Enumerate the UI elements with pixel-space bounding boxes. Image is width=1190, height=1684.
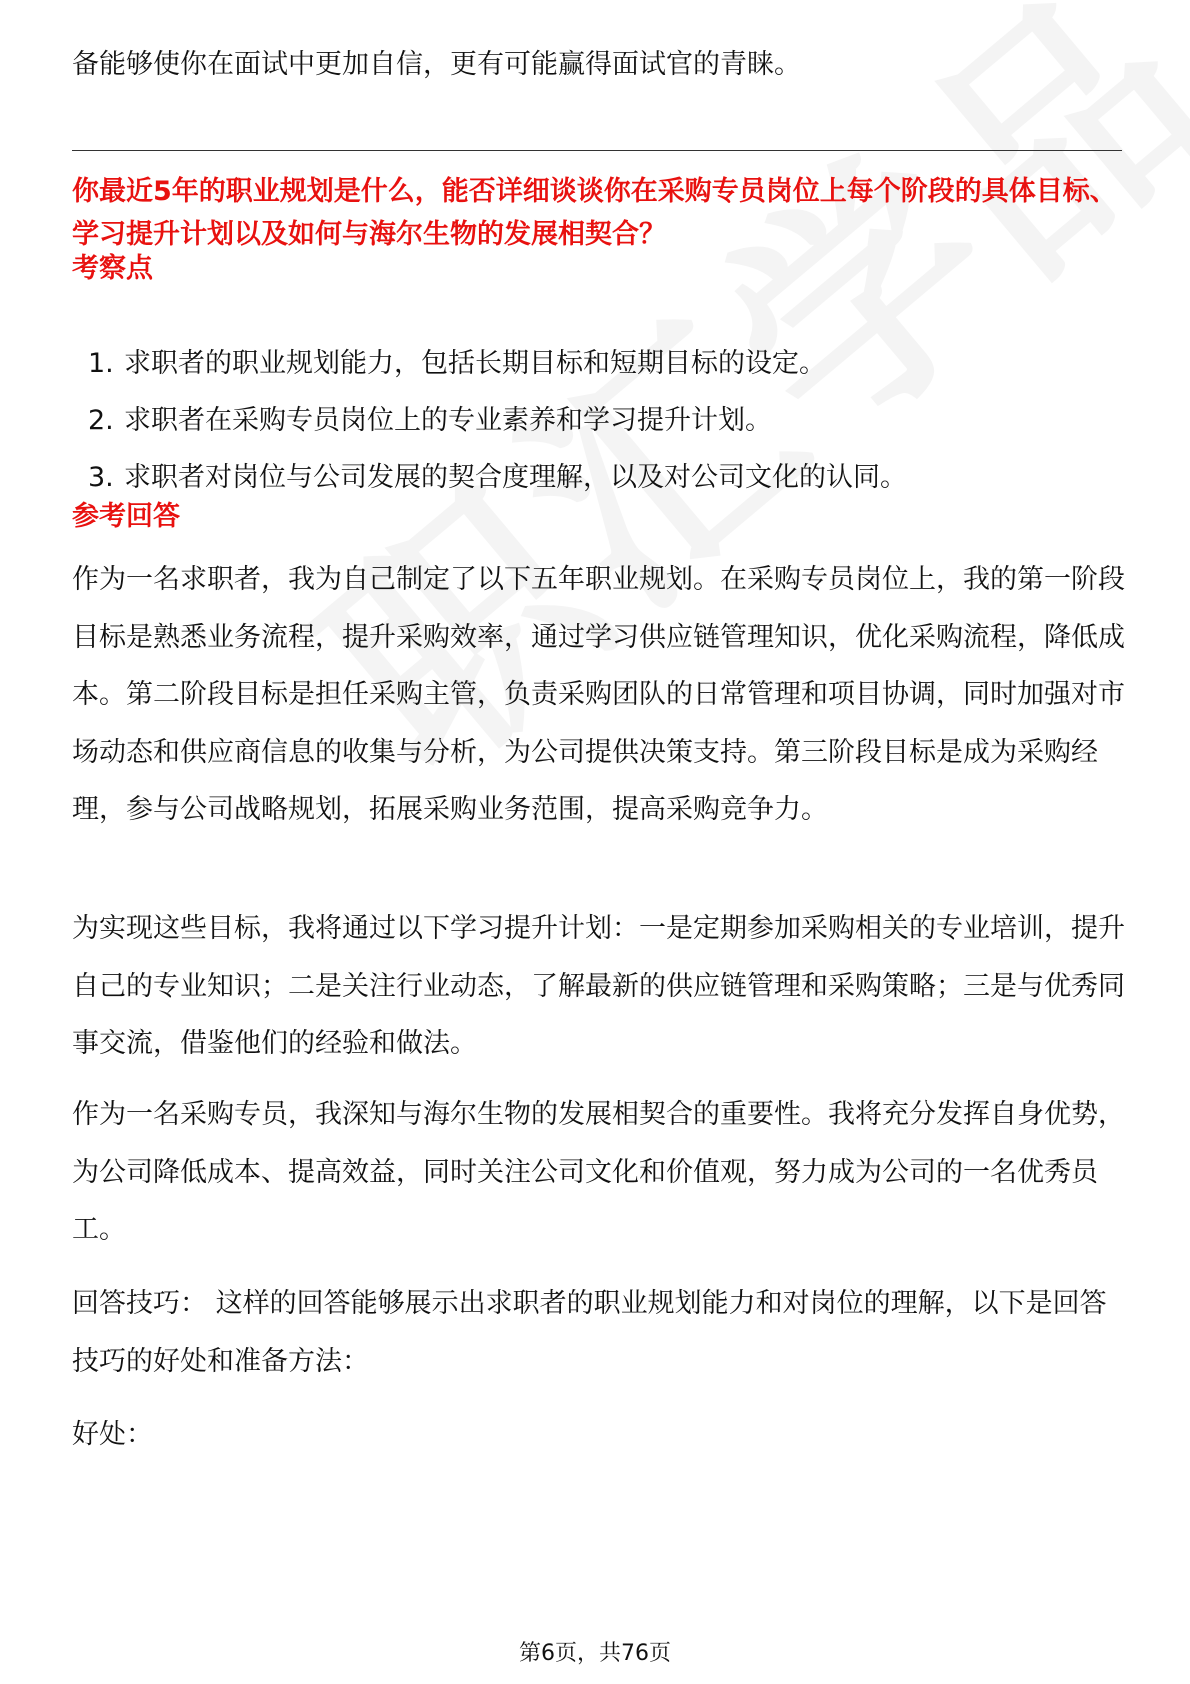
exam-points-list bbox=[72, 335, 1132, 506]
answer-paragraph: 作为一名采购专员，我深知与海尔生物的发展相契合的重要性。我将充分发挥自身优势，为公司降低成本、提高效益，同时关注公司文化和价值观，努力成为公司的一名优秀员工。 bbox=[72, 1099, 1125, 1245]
answer-heading: 参考回答 bbox=[72, 501, 180, 532]
list-number: 3. bbox=[88, 462, 114, 493]
exam-heading: 考察点 bbox=[72, 253, 153, 284]
section-divider bbox=[72, 150, 1122, 151]
answer-paragraph: 作为一名求职者，我为自己制定了以下五年职业规划。在采购专员岗位上，我的第一阶段目标是熟悉业务流程，提升采购效率，通过学习供应链管理知识，优化采购流程，降低成本。第二阶段目标是担任采购主管，负责采购团队的日常管理和项目协调，同时加强对市场动态和供应商信息的收集与分析，为公司提供决策支持。第三阶段目标是成为采购经理，参与公司战略规划，拓展采购业务范围，提高采购竞争力。 bbox=[72, 564, 1125, 825]
answer-paragraph: 为实现这些目标，我将通过以下学习提升计划：一是定期参加采购相关的专业培训，提升自己的专业知识；二是关注行业动态，了解最新的供应链管理和采购策略；三是与优秀同事交流，借鉴他们的经验和做法。 bbox=[72, 913, 1125, 1059]
list-item bbox=[72, 392, 1132, 449]
list-item bbox=[72, 449, 1132, 506]
question-title: 你最近5年的职业规划是什么，能否详细谈谈你在采购专员岗位上每个阶段的具体目标、学习提升计划以及如何与海尔生物的发展相契合？ bbox=[72, 176, 1117, 250]
list-text: 求职者对岗位与公司发展的契合度理解，以及对公司文化的认同。 bbox=[124, 462, 907, 493]
tips-paragraph: 回答技巧： 这样的回答能够展示出求职者的职业规划能力和对岗位的理解，以下是回答技巧的好处和准备方法： bbox=[72, 1288, 1107, 1377]
list-number: 2. bbox=[88, 405, 114, 436]
list-text: 求职者在采购专员岗位上的专业素养和学习提升计划。 bbox=[124, 405, 772, 436]
list-number: 1. bbox=[88, 348, 114, 379]
list-item bbox=[72, 335, 1132, 392]
intro-line: 备能够使你在面试中更加自信，更有可能赢得面试官的青睐。 bbox=[72, 49, 801, 80]
page-footer: 第6页，共76页 bbox=[519, 1641, 671, 1666]
benefits-label: 好处： bbox=[72, 1419, 153, 1450]
list-text: 求职者的职业规划能力，包括长期目标和短期目标的设定。 bbox=[124, 348, 826, 379]
